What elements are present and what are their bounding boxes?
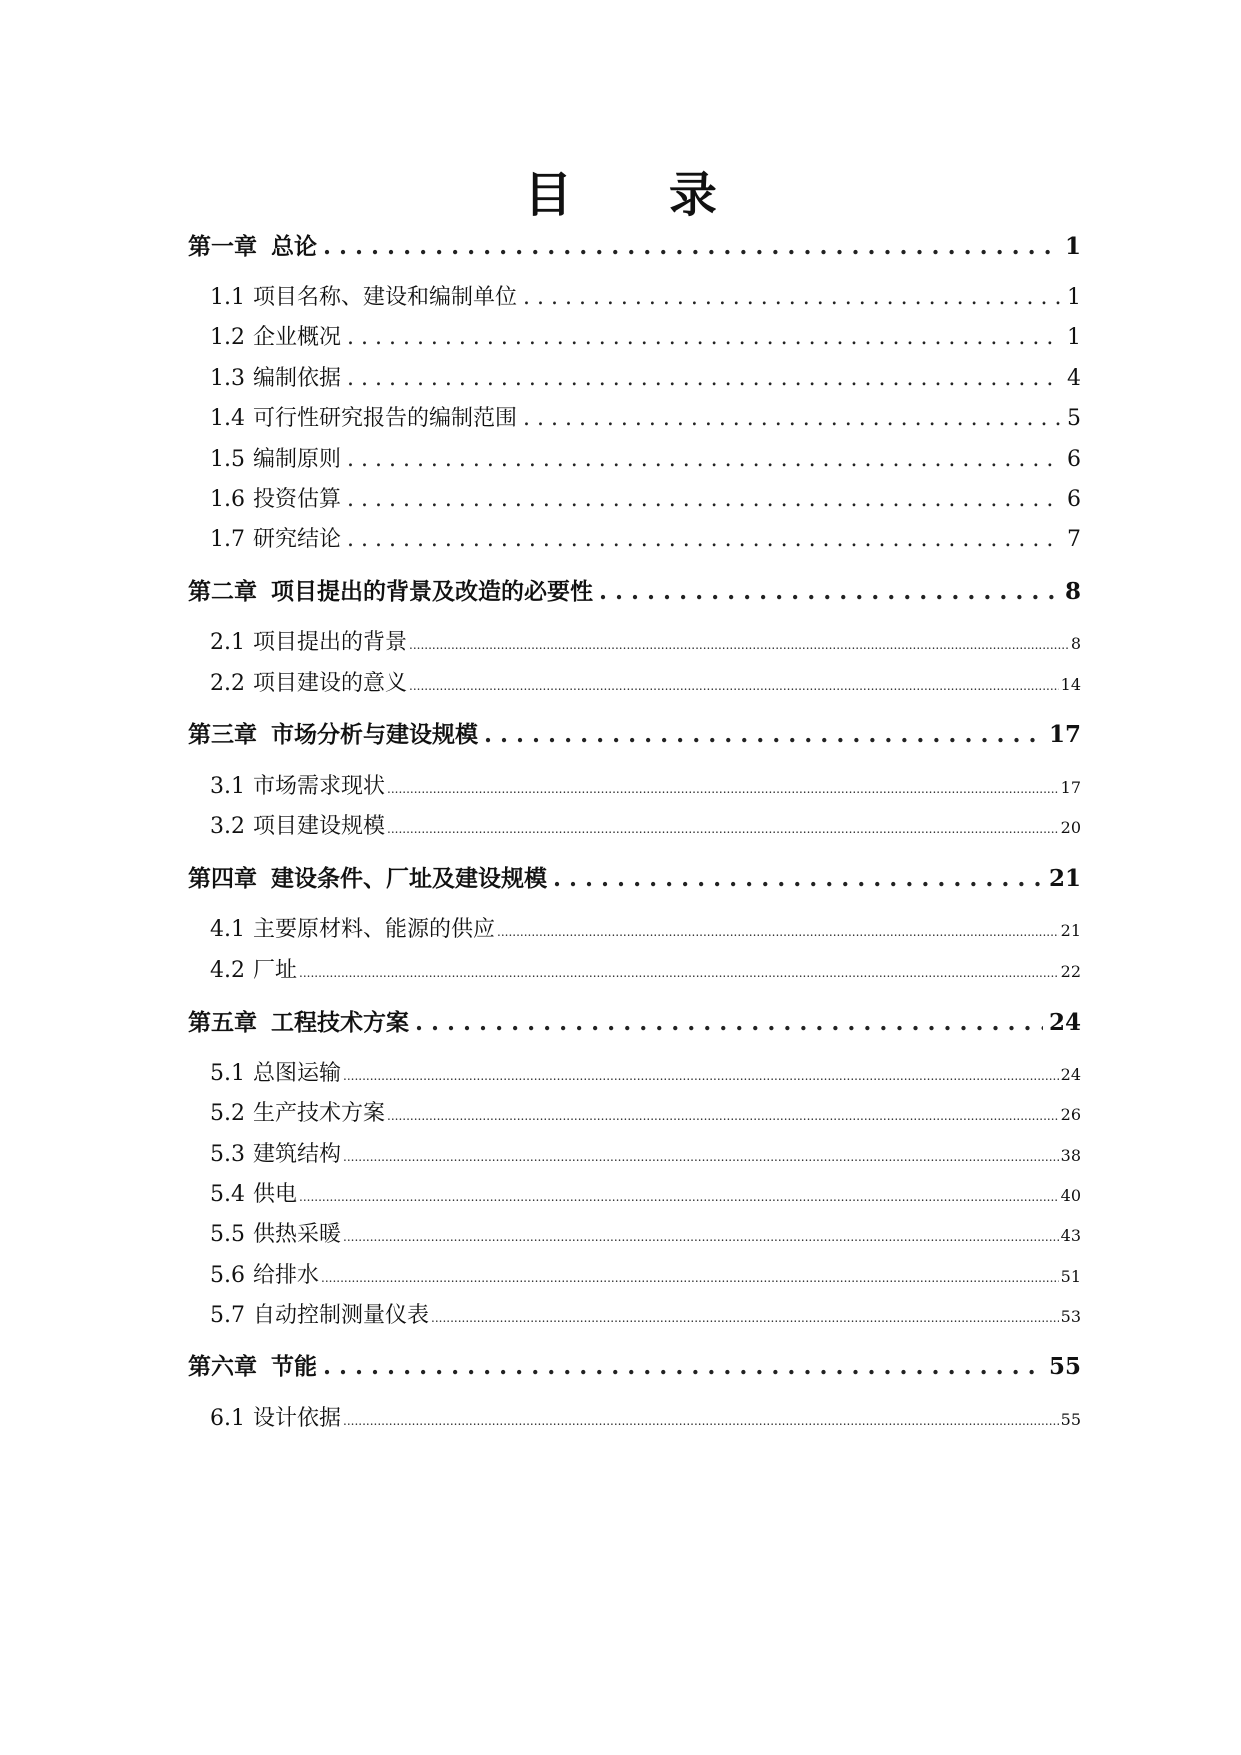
toc-chapter-4[interactable] <box>188 863 1081 895</box>
toc-section-5-1[interactable] <box>188 1058 1081 1090</box>
page-number: 4 <box>1067 366 1081 391</box>
chapter-label: 第六章 <box>188 1353 257 1380</box>
page-number: 6 <box>1067 447 1081 472</box>
toc-chapter-2[interactable] <box>188 576 1081 608</box>
section-name: 市场需求现状 <box>253 774 386 799</box>
page-number: 55 <box>1048 1353 1081 1380</box>
dot-leader <box>343 1221 1059 1253</box>
chapter-label: 第五章 <box>188 1009 257 1036</box>
chapter-name: 工程技术方案 <box>271 1009 409 1036</box>
toc-section-5-3[interactable] <box>188 1139 1081 1171</box>
page-number: 1 <box>1067 325 1081 350</box>
toc-section-1-6[interactable] <box>188 484 1081 516</box>
chapter-name: 节能 <box>271 1353 317 1380</box>
page-number: 21 <box>1048 865 1081 892</box>
dot-leader <box>431 1302 1059 1334</box>
section-number: 5.5 <box>210 1222 245 1247</box>
toc-section-2-1[interactable] <box>188 627 1081 659</box>
dot-leader <box>343 1405 1059 1437</box>
toc-section-3-2[interactable] <box>188 811 1081 843</box>
dot-leader <box>343 1141 1059 1173</box>
dot-leader <box>599 576 1059 608</box>
section-name: 给排水 <box>253 1263 320 1288</box>
section-number: 3.2 <box>210 814 245 839</box>
page-number: 5 <box>1067 406 1081 431</box>
section-name: 自动控制测量仪表 <box>253 1303 430 1328</box>
dot-leader <box>323 1351 1043 1383</box>
chapter-name: 市场分析与建设规模 <box>271 721 478 748</box>
page-number: 7 <box>1067 527 1081 552</box>
section-name: 设计依据 <box>253 1406 342 1431</box>
page-number: 55 <box>1060 1410 1081 1429</box>
toc-section-5-6[interactable] <box>188 1260 1081 1292</box>
chapter-label: 第四章 <box>188 865 257 892</box>
section-number: 6.1 <box>210 1406 245 1431</box>
chapter-name: 总论 <box>271 233 317 260</box>
section-name: 编制依据 <box>253 366 342 391</box>
dot-leader <box>321 1262 1059 1294</box>
toc-section-4-1[interactable] <box>188 914 1081 946</box>
page-number: 53 <box>1060 1307 1081 1326</box>
toc-section-1-5[interactable] <box>188 444 1081 476</box>
section-number: 5.4 <box>210 1182 245 1207</box>
dot-leader <box>347 524 1061 556</box>
page-number: 24 <box>1060 1065 1081 1084</box>
section-number: 1.5 <box>210 447 245 472</box>
page-number: 17 <box>1048 721 1081 748</box>
page-title: 目 录 <box>524 167 757 223</box>
toc-section-5-4[interactable] <box>188 1179 1081 1211</box>
section-name: 总图运输 <box>253 1061 342 1086</box>
toc-section-4-2[interactable] <box>188 955 1081 987</box>
section-name: 厂址 <box>253 958 298 983</box>
section-number: 5.6 <box>210 1263 245 1288</box>
section-name: 项目建设规模 <box>253 814 386 839</box>
section-number: 1.6 <box>210 487 245 512</box>
dot-leader <box>347 322 1061 354</box>
section-number: 5.3 <box>210 1142 245 1167</box>
toc-section-1-1[interactable] <box>188 282 1081 314</box>
section-number: 2.1 <box>210 630 245 655</box>
section-number: 1.4 <box>210 406 245 431</box>
section-number: 2.2 <box>210 671 245 696</box>
section-name: 生产技术方案 <box>253 1101 386 1126</box>
toc-section-1-7[interactable] <box>188 524 1081 556</box>
dot-leader <box>347 444 1061 476</box>
section-name: 项目提出的背景 <box>253 630 408 655</box>
page-number: 1 <box>1064 233 1081 260</box>
dot-leader <box>497 916 1059 948</box>
toc-section-1-4[interactable] <box>188 403 1081 435</box>
page-number: 14 <box>1060 675 1081 694</box>
page-number: 20 <box>1060 818 1081 837</box>
section-name: 供电 <box>253 1182 298 1207</box>
chapter-label: 第一章 <box>188 233 257 260</box>
dot-leader <box>299 1181 1059 1213</box>
toc-chapter-1[interactable] <box>188 231 1081 263</box>
section-name: 主要原材料、能源的供应 <box>253 917 496 942</box>
section-number: 5.1 <box>210 1061 245 1086</box>
dot-leader <box>387 773 1059 805</box>
section-number: 1.1 <box>210 285 245 310</box>
page-number: 17 <box>1060 778 1081 797</box>
dot-leader <box>299 957 1059 989</box>
chapter-label: 第三章 <box>188 721 257 748</box>
section-name: 建筑结构 <box>253 1142 342 1167</box>
dot-leader <box>409 670 1059 702</box>
page-number: 43 <box>1060 1226 1081 1245</box>
section-number: 1.7 <box>210 527 245 552</box>
dot-leader <box>347 484 1061 516</box>
section-name: 企业概况 <box>253 325 342 350</box>
toc-chapter-5[interactable] <box>188 1007 1081 1039</box>
toc-section-6-1[interactable] <box>188 1403 1081 1435</box>
dot-leader <box>409 629 1069 661</box>
dot-leader <box>343 1060 1059 1092</box>
page-number: 6 <box>1067 487 1081 512</box>
toc-section-1-2[interactable] <box>188 322 1081 354</box>
toc-section-2-2[interactable] <box>188 668 1081 700</box>
section-number: 5.7 <box>210 1303 245 1328</box>
toc-section-5-7[interactable] <box>188 1300 1081 1332</box>
section-number: 1.2 <box>210 325 245 350</box>
dot-leader <box>523 403 1061 435</box>
section-number: 4.2 <box>210 958 245 983</box>
toc-chapter-3[interactable] <box>188 719 1081 751</box>
page-number: 22 <box>1060 962 1081 981</box>
dot-leader <box>347 363 1061 395</box>
toc-section-1-3[interactable] <box>188 363 1081 395</box>
dot-leader <box>387 1100 1059 1132</box>
section-name: 供热采暖 <box>253 1222 342 1247</box>
page-number: 26 <box>1060 1105 1081 1124</box>
page-number: 40 <box>1060 1186 1081 1205</box>
chapter-name: 建设条件、厂址及建设规模 <box>271 865 547 892</box>
dot-leader <box>323 231 1059 263</box>
toc-section-5-2[interactable] <box>188 1098 1081 1130</box>
page-number: 51 <box>1060 1267 1081 1286</box>
page-number: 1 <box>1067 285 1081 310</box>
toc-section-3-1[interactable] <box>188 771 1081 803</box>
section-name: 项目建设的意义 <box>253 671 408 696</box>
chapter-name: 项目提出的背景及改造的必要性 <box>271 578 593 605</box>
page-number: 38 <box>1060 1146 1081 1165</box>
section-name: 可行性研究报告的编制范围 <box>253 406 518 431</box>
dot-leader <box>484 719 1043 751</box>
chapter-label: 第二章 <box>188 578 257 605</box>
section-number: 5.2 <box>210 1101 245 1126</box>
section-number: 3.1 <box>210 774 245 799</box>
dot-leader <box>415 1007 1043 1039</box>
section-name: 编制原则 <box>253 447 342 472</box>
toc-section-5-5[interactable] <box>188 1219 1081 1251</box>
dot-leader <box>387 813 1059 845</box>
section-name: 项目名称、建设和编制单位 <box>253 285 518 310</box>
section-number: 4.1 <box>210 917 245 942</box>
page-number: 21 <box>1060 921 1081 940</box>
page-number: 8 <box>1064 578 1081 605</box>
page-number: 24 <box>1048 1009 1081 1036</box>
dot-leader <box>553 863 1043 895</box>
section-number: 1.3 <box>210 366 245 391</box>
page-number: 8 <box>1070 634 1081 653</box>
toc-chapter-6[interactable] <box>188 1351 1081 1383</box>
section-name: 投资估算 <box>253 487 342 512</box>
dot-leader <box>523 282 1061 314</box>
section-name: 研究结论 <box>253 527 342 552</box>
